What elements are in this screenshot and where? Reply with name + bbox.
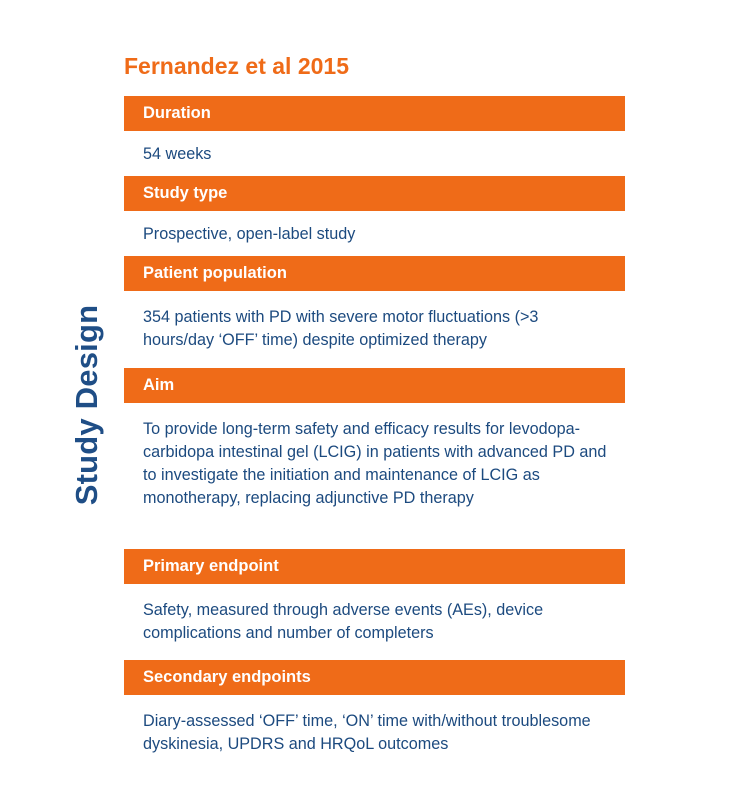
section-duration bbox=[124, 96, 625, 163]
section-header: Patient population bbox=[124, 256, 625, 291]
section-header: Primary endpoint bbox=[124, 549, 625, 584]
section-body: Safety, measured through adverse events (AEs), device complications and number of completers bbox=[143, 601, 544, 642]
section-body: Prospective, open-label study bbox=[143, 225, 356, 243]
section-aim bbox=[124, 368, 625, 507]
section-header: Aim bbox=[124, 368, 625, 403]
section-body: 354 patients with PD with severe motor fluctuations (>3 hours/day ‘OFF’ time) despite optimized therapy bbox=[143, 308, 539, 349]
section-body: To provide long-term safety and efficacy results for levodopa-carbidopa intestinal gel (LCIG) in patients with advanced PD and to investigate the initiation and maintenance of LCIG as monotherapy, replacing adjunctive PD therapy bbox=[143, 420, 607, 507]
section-header: Study type bbox=[124, 176, 625, 211]
document-title: Fernandez et al 2015 bbox=[124, 53, 349, 79]
section-secondary-endpoints bbox=[124, 660, 625, 753]
section-header: Secondary endpoints bbox=[124, 660, 625, 695]
section-body: 54 weeks bbox=[143, 145, 212, 163]
section-patient-population bbox=[124, 256, 625, 349]
section-header: Duration bbox=[124, 96, 625, 131]
section-primary-endpoint bbox=[124, 549, 625, 642]
section-study-type bbox=[124, 176, 625, 243]
side-title: Study Design bbox=[69, 304, 104, 506]
section-body: Diary-assessed ‘OFF’ time, ‘ON’ time with/without troublesome dyskinesia, UPDRS and HRQoL outcomes bbox=[143, 712, 591, 753]
